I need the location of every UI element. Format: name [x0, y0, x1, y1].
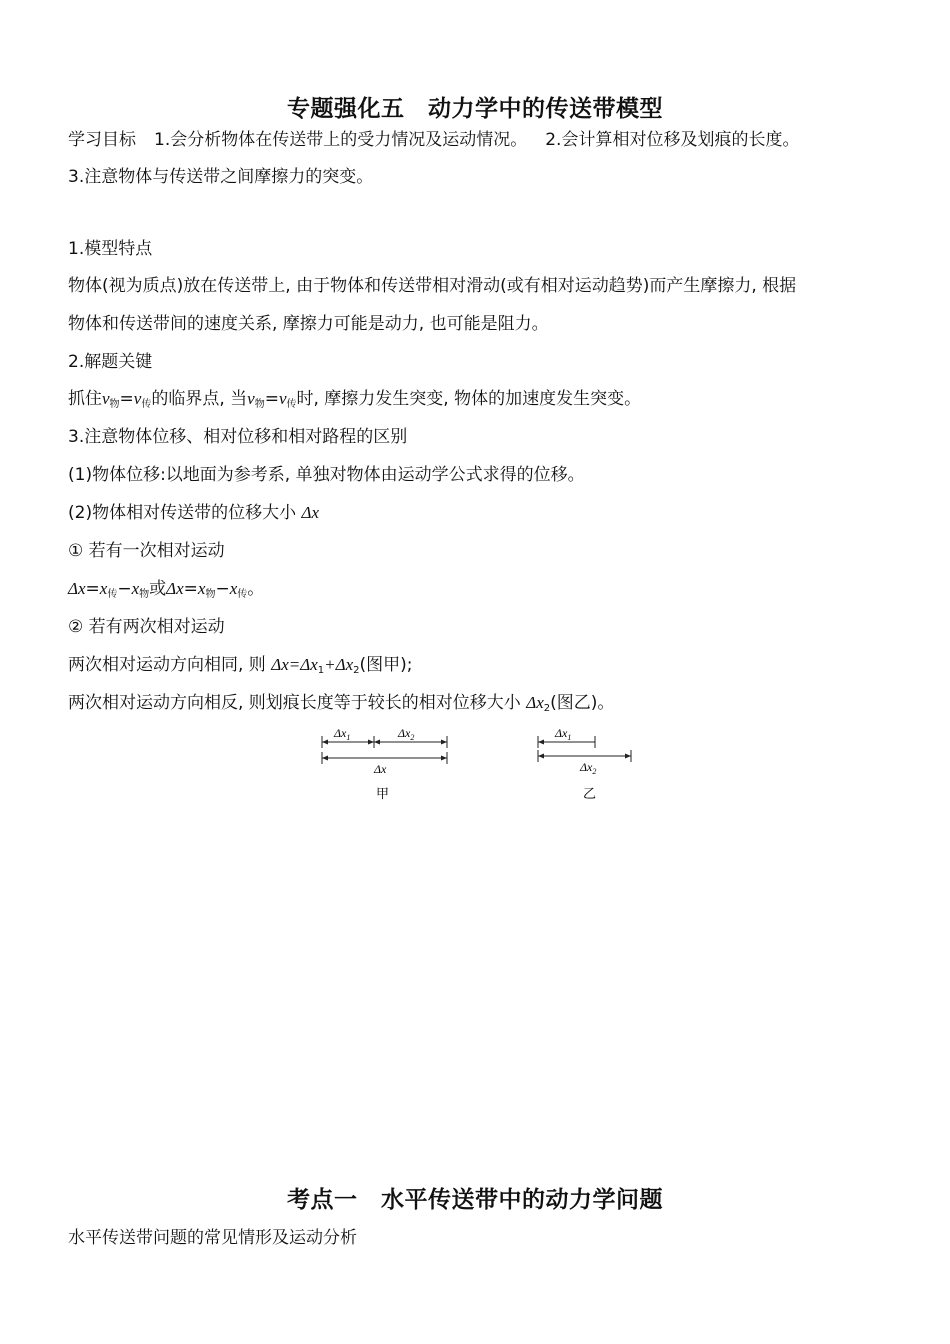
minus: −: [117, 579, 132, 599]
arrowhead: [625, 754, 631, 759]
case-2-heading: ② 若有两次相对运动: [68, 617, 225, 637]
page-title: 专题强化五 动力学中的传送带模型: [287, 96, 663, 122]
section3-item-2: [68, 498, 319, 523]
sub-wu: 物: [254, 399, 265, 410]
case-2-same-direction: [68, 650, 413, 676]
arrowhead: [322, 756, 328, 761]
section3-item-1: (1)物体位移:以地面为参考系, 单独对物体由运动学公式求得的位移。: [68, 465, 585, 485]
section3-heading: 3.注意物体位移、相对位移和相对路程的区别: [68, 427, 408, 447]
sub-1: 1: [317, 665, 325, 676]
section2-paragraph: [68, 384, 641, 410]
text-seg: 或: [149, 579, 167, 599]
var-v: v: [247, 389, 255, 408]
equals: =: [183, 579, 198, 599]
arrowhead: [538, 754, 544, 759]
section2-heading: 2.解题关键: [68, 352, 153, 372]
delta-x: Δx: [166, 579, 184, 598]
goal-1: 1.会分析物体在传送带上的受力情况及运动情况。: [154, 130, 528, 150]
text-seg: 时, 摩擦力发生突变, 物体的加速度发生突变。: [296, 389, 642, 409]
goal-2: 2.会计算相对位移及划痕的长度。: [545, 130, 800, 150]
section1-paragraph-line-1: 物体(视为质点)放在传送带上, 由于物体和传送带相对滑动(或有相对运动趋势)而产生摩擦力, 根据: [68, 276, 797, 296]
learning-goals-line-1: [68, 125, 799, 150]
sub-2: 2: [353, 665, 360, 676]
var-x: x: [229, 579, 238, 598]
jia-dx1-label: $\Delta x_1$: [334, 726, 351, 742]
formula: +Δx: [324, 655, 354, 674]
text-seg: (图乙)。: [550, 693, 615, 713]
arrowhead: [441, 756, 447, 761]
jia-caption: 甲: [376, 786, 390, 801]
text-seg: (图甲);: [359, 655, 413, 675]
sub-2: 2: [543, 703, 551, 714]
yi-caption: 乙: [583, 786, 597, 801]
section1-paragraph-line-2: 物体和传送带间的速度关系, 摩擦力可能是动力, 也可能是阻力。: [68, 314, 549, 334]
arrowhead: [538, 740, 544, 745]
yi-dx2-label: $\Delta x_2$: [580, 760, 597, 776]
figure-yi: [528, 722, 640, 806]
text-seg: 两次相对运动方向相同, 则: [68, 655, 272, 675]
arrowhead: [322, 740, 328, 745]
var-v: v: [133, 389, 142, 408]
minus: −: [215, 579, 230, 599]
goal-3: 3.注意物体与传送带之间摩擦力的突变。: [68, 167, 374, 187]
text-seg: 。: [247, 579, 265, 599]
arrowhead: [368, 740, 374, 745]
var-x: x: [197, 579, 206, 598]
sub-chuan: 传: [141, 399, 152, 410]
section1-heading: 1.模型特点: [68, 239, 153, 259]
text-seg: 的临界点, 当: [151, 389, 248, 409]
text-seg: (2)物体相对传送带的位移大小: [68, 503, 302, 523]
var-x: x: [99, 579, 108, 598]
delta-x: Δx: [526, 693, 544, 712]
case-2-opposite-direction: [68, 688, 614, 714]
equals: =: [119, 389, 134, 409]
arrowhead: [441, 740, 447, 745]
sub-chuan: 传: [237, 589, 248, 600]
delta-x: Δx: [68, 579, 86, 598]
jia-dx-label: Δx: [374, 762, 387, 776]
delta-x: Δx: [301, 503, 320, 522]
text-seg: 抓住: [68, 389, 102, 409]
sub-wu: 物: [139, 589, 150, 600]
sub-chuan: 传: [286, 399, 297, 410]
var-v: v: [278, 389, 287, 408]
section-intro: 水平传送带问题的常见情形及运动分析: [68, 1228, 357, 1248]
case-1-formula: [68, 574, 264, 600]
text-seg: 两次相对运动方向相反, 则划痕长度等于较长的相对位移大小: [68, 693, 527, 713]
equals: =: [85, 579, 100, 599]
jia-dx2-label: $\Delta x_2$: [398, 726, 415, 742]
sub-wu: 物: [205, 589, 216, 600]
var-x: x: [131, 579, 140, 598]
figure-jia: [310, 722, 460, 806]
var-v: v: [102, 389, 110, 408]
sub-chuan: 传: [107, 589, 118, 600]
equals: =: [264, 389, 279, 409]
yi-dx1-label: $\Delta x_1$: [555, 726, 572, 742]
case-1-heading: ① 若有一次相对运动: [68, 541, 225, 561]
formula: Δx=Δx: [271, 655, 318, 674]
sub-wu: 物: [109, 399, 120, 410]
goals-label: 学习目标: [68, 130, 136, 150]
arrowhead: [374, 740, 380, 745]
section-title: 考点一 水平传送带中的动力学问题: [287, 1187, 663, 1213]
